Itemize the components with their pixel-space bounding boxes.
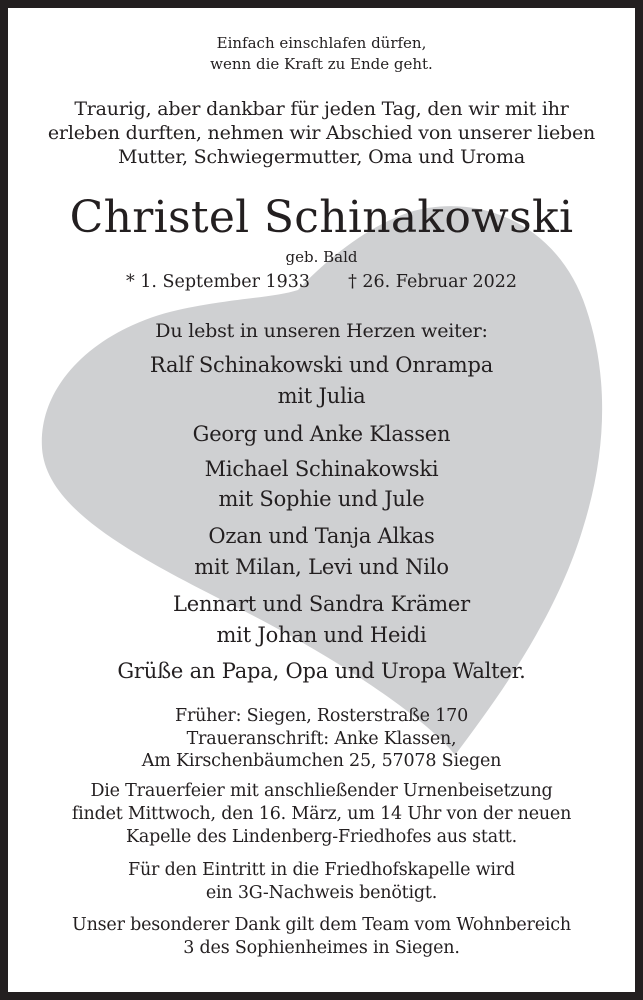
motto-line: wenn die Kraft zu Ende geht. bbox=[210, 55, 433, 73]
address-line: Traueranschrift: Anke Klassen, bbox=[186, 729, 457, 749]
deceased-name: Christel Schinakowski bbox=[69, 192, 574, 243]
ceremony-line: Die Trauerfeier mit anschließender Urnenbeisetzung bbox=[90, 781, 553, 801]
death-date: † 26. Februar 2022 bbox=[348, 272, 518, 292]
family-heading: Du lebst in unseren Herzen weiter: bbox=[155, 320, 488, 342]
motto-line: Einfach einschlafen dürfen, bbox=[216, 34, 427, 52]
family-line: mit Milan, Levi und Nilo bbox=[194, 555, 449, 579]
thanks-line: Unser besonderer Dank gilt dem Team vom Wohnbereich bbox=[72, 915, 571, 935]
family-line: Ozan und Tanja Alkas bbox=[208, 524, 435, 548]
family-line: mit Johan und Heidi bbox=[216, 623, 427, 647]
intro-line: Mutter, Schwiegermutter, Oma und Uroma bbox=[117, 146, 525, 168]
intro-line: Traurig, aber dankbar für jeden Tag, den wir mit ihr bbox=[74, 98, 569, 120]
family-line: Grüße an Papa, Opa und Uropa Walter. bbox=[117, 659, 526, 683]
ceremony-line: Kapelle des Lindenberg-Friedhofes aus statt. bbox=[125, 827, 517, 847]
thanks-line: 3 des Sophienheimes in Siegen. bbox=[183, 938, 460, 958]
maiden-name: geb. Bald bbox=[285, 248, 358, 266]
intro-line: erleben durften, nehmen wir Abschied von unserer lieben bbox=[47, 122, 596, 144]
ceremony-line: findet Mittwoch, den 16. März, um 14 Uhr von der neuen bbox=[71, 804, 572, 824]
address-line: Am Kirschenbäumchen 25, 57078 Siegen bbox=[141, 751, 502, 771]
family-line: Georg und Anke Klassen bbox=[192, 422, 451, 446]
covid-note-line: Für den Eintritt in die Friedhofskapelle wird bbox=[128, 860, 515, 880]
family-line: Lennart und Sandra Krämer bbox=[173, 592, 470, 616]
family-line: Ralf Schinakowski und Onrampa bbox=[149, 353, 494, 377]
covid-note-line: ein 3G-Nachweis benötigt. bbox=[205, 883, 438, 903]
family-line: mit Sophie und Jule bbox=[218, 487, 425, 511]
family-line: mit Julia bbox=[277, 384, 366, 408]
birth-date: * 1. September 1933 bbox=[125, 272, 311, 292]
life-dates bbox=[8, 274, 635, 292]
address-line: Früher: Siegen, Rosterstraße 170 bbox=[175, 706, 468, 726]
family-line: Michael Schinakowski bbox=[204, 457, 439, 481]
obituary-card bbox=[8, 8, 635, 992]
